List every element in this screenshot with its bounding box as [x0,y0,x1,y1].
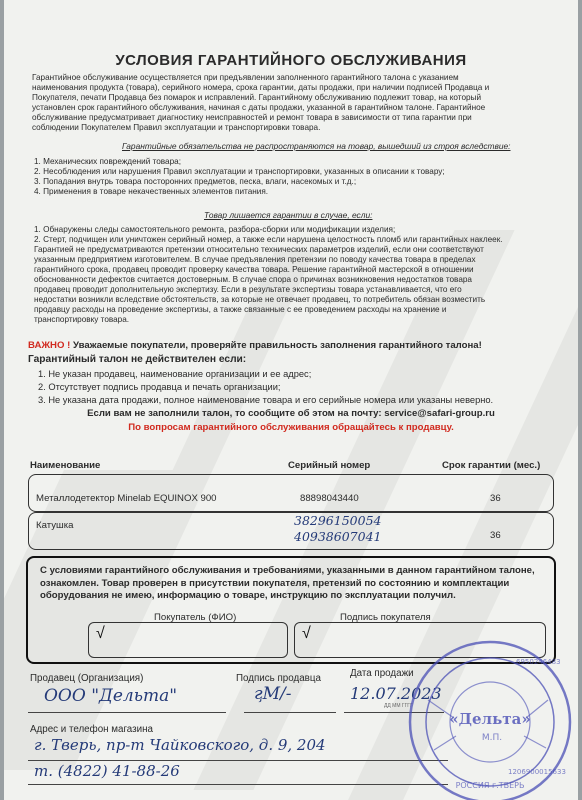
list-item: 3. Попадания внутрь товара посторонних предметов, песка, влаги, насекомых и т.д.; [34,177,357,186]
column-header-warranty: Срок гарантии (мес.) [442,460,541,471]
section-heading: Гарантийные обязательства не распространяются на товар, вышедший из строя вследствие: [122,141,511,151]
warranty-document [4,0,578,800]
stamp-text: 6950246483 [516,658,561,666]
table-row [28,512,554,550]
seller-name-handwritten: ООО "Дельта" [44,686,178,706]
warning-text: Уважаемые покупатели, проверяйте правильность заполнения гарантийного талона! [72,340,482,351]
agreement-text: С условиями гарантийного обслуживания и требованиями, указанными в данном гарантийном талоне, ознакомлен. Товар проверен в присутствии покупателя, претензий по состоянию и комплектации оборудования не имею, информацию о товаре, инструкцию по эксплуатации получил. [40,565,535,601]
list-item: недостатки возникли вследствие обстоятельств, за которые не отвечает продавец, то потребитель обязан возместить [34,295,486,304]
intro-line: наименования продукта (товара), серийного номера, срока гарантии, даты продажи, при наличии подписей Продавца и [32,83,490,92]
column-header-name: Наименование [30,460,101,471]
sale-date-label: Дата продажи [350,668,414,679]
address-label: Адрес и телефон магазина [30,724,153,735]
buyer-signature-label: Подпись покупателя [340,612,431,623]
list-item: 1. Не указан продавец, наименование организации и ее адрес; [38,369,312,379]
sale-date-handwritten: 12.07.2023 [350,684,442,703]
section-heading: Товар лишается гарантии в случае, если: [204,210,373,220]
list-item: обоснованности дефектов считается достоверным. В случае спора о причинах возникновения недостатков товара [34,275,472,284]
buyer-name-label: Покупатель (ФИО) [154,612,237,623]
intro-line: Покупателя, печати Продавца без помарок и исправлений. Гарантийному обслуживанию подлежит товар, на который [32,93,482,102]
warning-line [28,340,482,351]
list-item: 2. Стерт, подчищен или уничтожен серийный номер, а также если нарушена целостность пломб или гарантийных наклеек. [34,235,503,244]
list-item: 2. Отсутствует подпись продавца и печать организации; [38,382,281,392]
intro-line: Гарантийное обслуживание осуществляется при предъявлении заполненного гарантийного талона с указанием [32,73,459,82]
seller-signature: ӷМ/- [254,684,292,704]
email-notice: Если вам не заполнили талон, то сообщите об этом на почту: service@safari-group.ru [87,408,495,419]
serial-number-handwritten: 38296150054 [294,513,382,528]
list-item: 3. Не указана дата продажи, полное наименование товара и его серийные номера или указаны неверно. [38,395,494,405]
warning-label: ВАЖНО ! [28,340,71,351]
intro-line: установлен срок гарантийного обслуживания, начиная с даты продажи, указанной в гарантийном талоне. Гарантийное [32,103,486,112]
phone-handwritten: т. (4822) 41-88-26 [34,762,180,780]
contact-notice: По вопросам гарантийного обслуживания обращайтесь к продавцу. [128,422,454,433]
address-handwritten: г. Тверь, пр-т Чайковского, д. 9, 204 [34,736,326,754]
product-name: Катушка [36,520,74,531]
warranty-period: 36 [490,530,501,541]
company-stamp [398,640,574,800]
list-item: транспортировку товара. [34,315,130,324]
serial-number: 88898043440 [300,493,359,504]
list-item: указанным предприятием изготовителем. В случае предъявления претензии по поводу качества товара в пределах [34,255,476,264]
intro-line: соблюдении Покупателем Правил эксплуатации и транспортировки товара. [32,123,321,132]
buyer-name-field[interactable] [88,622,288,658]
date-caption: ДД ММ ГГГГ [384,703,413,709]
stamp-text: РОССИЯ г.ТВЕРЬ [455,781,525,790]
seller-signature-label: Подпись продавца [236,673,321,684]
list-item: продавец проводит дополнительную экспертизу. Если в результате экспертизы товара устанавливается, что его [34,285,462,294]
stamp-text: 1206900015633 [508,768,566,776]
column-header-serial: Серийный номер [288,460,371,471]
product-name: Металлодетектор Minelab EQUINOX 900 [36,493,217,504]
list-item: продавцу расходы на проведение экспертизы, а также связанные с ее проведением расходы на хранение и [34,305,447,314]
list-item: 1. Механических повреждений товара; [34,157,181,166]
page-title: УСЛОВИЯ ГАРАНТИЙНОГО ОБСЛУЖИВАНИЯ [115,52,467,69]
seller-label: Продавец (Организация) [30,673,144,684]
serial-number-handwritten: 40938607041 [294,529,382,544]
list-item: 2. Несоблюдения или нарушения Правил эксплуатации и транспортировки, указанных в описании к товару; [34,167,445,176]
list-item: 1. Обнаружены следы самостоятельного ремонта, разбора-сборки или модификации изделия; [34,225,396,234]
checkmark-icon: √ [96,625,105,642]
list-item: 4. Применения в товаре некачественных элементов питания. [34,187,269,196]
stamp-text: М.П. [481,733,503,743]
checkmark-icon: √ [302,625,311,642]
intro-line: обслуживание предусматривает диагностику неисправностей и ремонт товара в зависимости от типа гарантии при [32,113,472,122]
stamp-text: «Дельта» [449,710,531,728]
list-item: гарантийного срока, продавец проводит проверку качества товара. Решение гарантийной мастерской в отношении [34,265,474,274]
list-item: Гарантией не предусматриваются претензии относительно технических параметров изделий, если они соответствуют [34,245,484,254]
invalid-heading: Гарантийный талон не действителен если: [28,354,247,365]
warranty-period: 36 [490,493,501,504]
